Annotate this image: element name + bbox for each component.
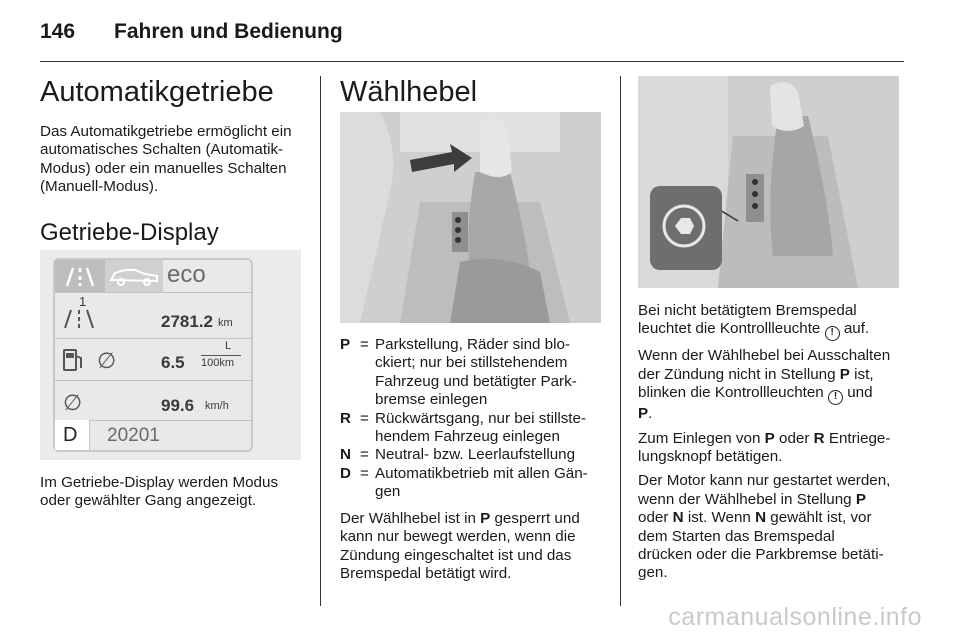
car-icon <box>105 260 163 292</box>
text-run: wenn der Wählhebel in Stellung <box>638 490 856 508</box>
body-line-4: Bremspedal betätigt wird. <box>340 565 512 583</box>
p4-line-3 <box>638 509 908 527</box>
display-row-divider-2 <box>55 338 251 339</box>
fuel-unit-top: L <box>225 340 232 352</box>
odometer-value: 20201 <box>107 425 160 446</box>
callout-bubble <box>650 186 722 270</box>
trip-distance-value: 2781.2 <box>161 312 213 331</box>
intro-line-3: Modus) oder ein manuelles Schalten <box>40 159 287 177</box>
desc-line: ckiert; nur bei stillstehendem <box>375 354 568 372</box>
position-desc <box>375 465 605 502</box>
position-key: R <box>340 409 351 427</box>
p3-line-2: lungsknopf betätigen. <box>638 448 783 466</box>
p2-line-2 <box>638 366 908 384</box>
text-run: gewählt ist, vor <box>766 509 872 527</box>
transmission-display <box>53 258 253 452</box>
position-desc <box>375 410 605 447</box>
text-run: auf. <box>839 320 870 338</box>
text-run-bold: P <box>839 365 850 383</box>
body-line-2: kann nur bewegt werden, wenn die <box>340 528 576 546</box>
p3-line-1 <box>638 430 908 448</box>
text-run-bold: P <box>480 510 491 527</box>
caption-line-2: oder gewählter Gang angezeigt. <box>40 492 257 510</box>
display-row-divider-1 <box>55 292 251 293</box>
text-run: oder <box>638 509 673 527</box>
desc-line: Neutral- bzw. Leerlaufstellung <box>375 446 576 464</box>
middle-body-text <box>340 510 610 584</box>
position-desc <box>375 446 605 464</box>
position-P <box>340 336 605 410</box>
intro-line-1: Das Automatikgetriebe ermöglicht ein <box>40 123 292 140</box>
car-icon-cell <box>105 260 163 292</box>
p1-line-2 <box>638 320 908 341</box>
text-run-bold: N <box>755 509 767 527</box>
lane-icon-cell <box>55 260 105 292</box>
desc-line: Rückwärtsgang, nur bei stillste- <box>375 409 587 427</box>
desc-line: Automatikbetrieb mit allen Gän- <box>375 464 588 482</box>
column-divider-left <box>320 76 321 606</box>
header-rule <box>40 61 904 62</box>
average-symbol-icon: ∅ <box>97 348 117 373</box>
intro-line-2: automatisches Schalten (Automatik- <box>40 141 284 159</box>
average-speed-value: 99.6 <box>161 396 195 415</box>
text-run: gesperrt und <box>490 510 580 527</box>
desc-line: bremse einlegen <box>375 391 488 409</box>
trip-distance-unit: km <box>218 317 233 329</box>
p4-line-5: drücken oder die Parkbremse betäti- <box>638 546 884 564</box>
right-text <box>638 302 908 583</box>
p2-line-4 <box>638 405 908 423</box>
text-run: und <box>843 384 873 402</box>
desc-line: Parkstellung, Räder sind blo- <box>375 336 571 353</box>
text-run: . <box>648 405 653 423</box>
p4-line-2 <box>638 491 908 509</box>
text-run: ist. Wenn <box>683 509 756 527</box>
p4-line-6: gen. <box>638 564 668 582</box>
desc-line: Fahrzeug und betätigter Park- <box>375 372 577 390</box>
position-eq: = <box>360 446 369 464</box>
lane-assist-icon <box>55 260 105 292</box>
position-eq: = <box>360 409 369 427</box>
text-run: Zum Einlegen von <box>638 429 765 447</box>
section-subtitle: Getriebe-Display <box>40 218 219 246</box>
fuel-unit-fraction-bar <box>201 355 241 356</box>
page-number: 146 <box>40 20 76 43</box>
text-run-bold: P <box>638 405 649 423</box>
fuel-pump-icon <box>61 346 87 374</box>
left-column <box>40 76 310 247</box>
position-eq: = <box>360 336 369 353</box>
intro-line-4: (Manuell-Modus). <box>40 178 159 196</box>
page-header <box>40 20 343 44</box>
p1-line-1: Bei nicht betätigtem Bremspedal <box>638 302 857 319</box>
text-run-bold: P <box>764 429 775 447</box>
text-run-bold: R <box>813 429 825 447</box>
eco-label: eco <box>167 261 206 288</box>
trip-index: 1 <box>79 294 87 309</box>
text-run: Entriege- <box>824 429 891 447</box>
brake-warning-icon: ! <box>828 390 843 405</box>
display-row-divider-3 <box>55 380 251 381</box>
lever-positions-list <box>340 336 605 502</box>
text-run: oder <box>774 429 814 447</box>
position-eq: = <box>360 464 369 482</box>
position-N <box>340 446 605 464</box>
caption-line-1: Im Getriebe-Display werden Modus <box>40 474 279 491</box>
lever-closeup-illustration <box>638 76 899 288</box>
p4-line-4: dem Starten das Bremspedal <box>638 527 835 545</box>
fuel-unit-bottom: 100km <box>201 357 235 369</box>
average-speed-unit: km/h <box>205 400 229 412</box>
desc-line: gen <box>375 483 401 501</box>
text-run-bold: N <box>672 509 684 527</box>
p2-line-1: Wenn der Wählhebel bei Ausschalten <box>638 347 891 365</box>
fuel-consumption-value: 6.5 <box>161 353 185 372</box>
lane-small-icon <box>59 306 99 330</box>
middle-column-title <box>340 76 477 109</box>
column-divider-right <box>620 76 621 606</box>
page-title: Automatikgetriebe <box>40 76 274 108</box>
brake-warning-icon: ! <box>825 326 840 341</box>
text-run-bold: P <box>855 490 866 508</box>
p2-line-3 <box>638 384 908 405</box>
brake-warning-photo <box>638 76 899 288</box>
position-key: D <box>340 464 351 482</box>
body-line-3: Zündung eingeschaltet ist und das <box>340 546 572 564</box>
position-key: N <box>340 446 351 464</box>
p4-line-1: Der Motor kann nur gestartet werden, <box>638 472 891 490</box>
gear-lever-illustration <box>340 112 601 323</box>
gear-indicator: D <box>63 424 78 446</box>
selector-lever-title: Wählhebel <box>340 76 478 108</box>
position-R <box>340 410 605 447</box>
text-run: der Zündung nicht in Stellung <box>638 365 840 383</box>
display-caption <box>40 474 310 511</box>
section-title: Fahren und Bedienung <box>114 20 343 43</box>
text-run: Der Wählhebel ist in <box>340 510 481 527</box>
watermark: carmanualsonline.info <box>668 603 922 631</box>
body-line-1 <box>340 510 610 528</box>
text-run: leuchtet die Kontrollleuchte <box>638 320 821 338</box>
position-desc <box>375 336 605 410</box>
average-speed-symbol-icon: ∅ <box>63 390 83 415</box>
text-run: blinken die Kontrollleuchten <box>638 384 824 402</box>
desc-line: hendem Fahrzeug einlegen <box>375 428 560 446</box>
text-run: ist, <box>849 365 874 383</box>
selector-lever-photo <box>340 112 601 323</box>
position-D <box>340 465 605 502</box>
position-key: P <box>340 336 351 353</box>
